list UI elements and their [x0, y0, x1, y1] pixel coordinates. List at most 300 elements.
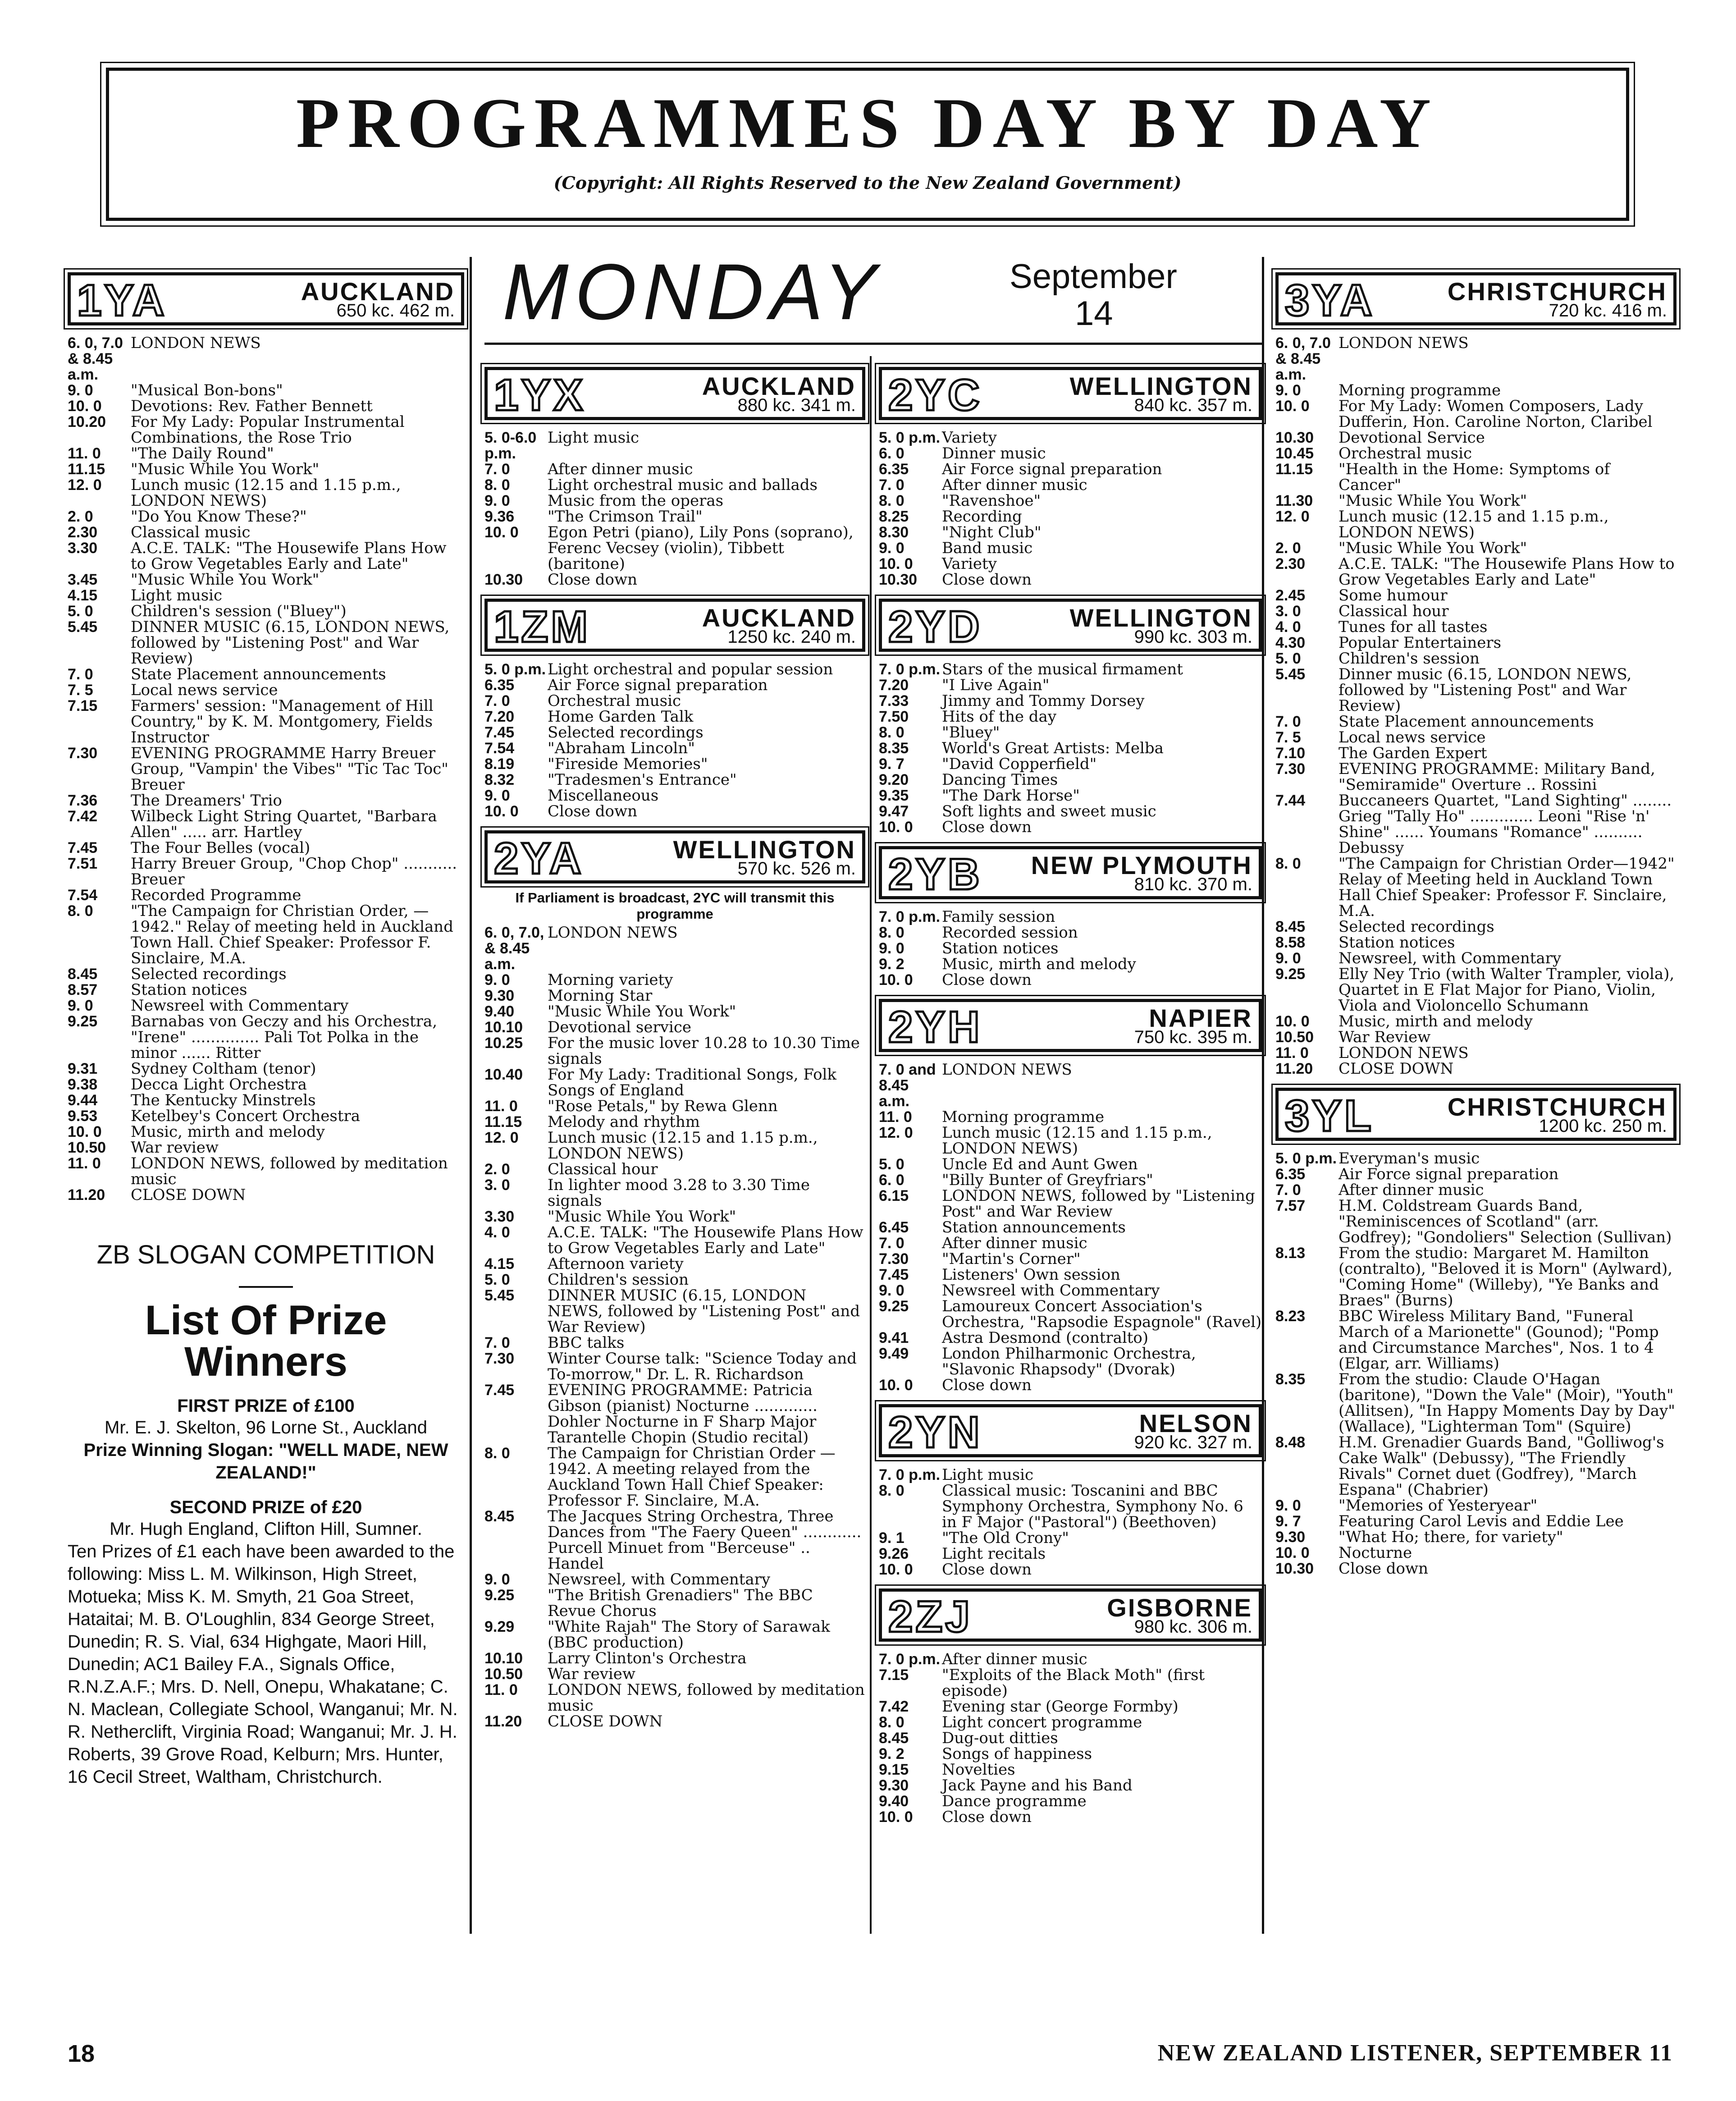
programme-description: EVENING PROGRAMME: Patricia Gibson (pianist) Nocturne ............. Dohler Nocturne in F Sharp Major Tarantelle Chopin (Studio recital) — [548, 1381, 818, 1446]
programme-time: 10.10 — [484, 1650, 523, 1667]
frequency: 750 kc. 395 m. — [1134, 1027, 1252, 1047]
programme-entry — [1275, 667, 1677, 714]
programme-description: Air Force signal preparation — [942, 460, 1162, 478]
programme-list — [879, 1467, 1262, 1578]
programme-time: 8.35 — [879, 740, 909, 757]
programme-entry — [1275, 493, 1677, 509]
programme-description: Tunes for all tastes — [1339, 618, 1488, 636]
programme-entry — [68, 446, 464, 462]
programme-time: 9.31 — [68, 1060, 98, 1077]
programme-entry — [68, 335, 464, 383]
programme-description: "The Campaign for Christian Order, —1942." Relay of meeting held in Auckland Town Hall. Chief Speaker: Professor F. Sinclaire, M.A. — [131, 902, 453, 967]
programme-entry — [879, 709, 1262, 725]
programme-time: 8. 0 — [1275, 855, 1301, 872]
programme-description: "Do You Know These?" — [131, 508, 307, 526]
column-1yA — [68, 261, 464, 1788]
programme-entry — [484, 1666, 865, 1682]
programme-time: 8.57 — [68, 981, 98, 998]
programme-time: 3. 0 — [1275, 603, 1301, 620]
programme-description: "Music While You Work" — [548, 1208, 736, 1226]
programme-entry — [484, 741, 865, 756]
city: CHRISTCHURCH — [1447, 1093, 1667, 1121]
programme-entry — [1275, 1198, 1677, 1245]
programme-time: 10. 0 — [484, 524, 519, 541]
programme-entry — [68, 398, 464, 414]
callsign: 1YA — [77, 275, 167, 325]
programme-entry — [484, 1572, 865, 1588]
programme-entry — [879, 1652, 1262, 1667]
callsign: 2YC — [888, 370, 982, 420]
zb-competition — [68, 1239, 464, 1788]
programme-description: "David Copperfield" — [942, 755, 1097, 773]
programme-description: Farmers' session: "Management of Hill Country," by K. M. Montgomery, Fields Instructor — [131, 697, 434, 746]
programme-entry — [484, 1288, 865, 1335]
city: NEW PLYMOUTH — [1031, 851, 1252, 879]
column-2 — [484, 356, 865, 1730]
programme-entry — [879, 1283, 1262, 1299]
programme-time: 9. 7 — [1275, 1513, 1301, 1530]
programme-time: 8. 0 — [879, 1482, 905, 1499]
frequency: 840 kc. 357 m. — [1134, 395, 1252, 415]
programme-entry — [68, 809, 464, 840]
programme-time: 9. 0 — [68, 382, 93, 399]
programme-entry — [879, 1546, 1262, 1562]
station-header-1zm — [484, 599, 865, 652]
programme-description: Stars of the musical firmament — [942, 660, 1183, 678]
programme-time: 2. 0 — [68, 508, 93, 525]
programme-time: 6.35 — [484, 677, 515, 694]
programme-entry — [879, 1762, 1262, 1778]
programme-entry — [484, 1256, 865, 1272]
programme-time: 7. 0 p.m. — [879, 1466, 941, 1483]
programme-list — [1275, 1151, 1677, 1577]
programme-description: LONDON NEWS — [548, 924, 678, 942]
programme-time: 10.30 — [879, 571, 918, 588]
programme-description: "Rose Petals," by Rewa Glenn — [548, 1097, 778, 1115]
programme-time: 9.40 — [879, 1793, 909, 1810]
programme-description: After dinner music — [942, 476, 1087, 494]
city: AUCKLAND — [702, 372, 856, 400]
programme-time: 2.30 — [1275, 555, 1306, 572]
programme-time: 7.57 — [1275, 1197, 1306, 1214]
programme-description: Egon Petri (piano), Lily Pons (soprano), Ferenc Vecsey (violin), Tibbett (baritone) — [548, 523, 854, 573]
day-month: September — [1010, 257, 1177, 296]
station-header-2yn — [879, 1404, 1262, 1457]
programme-entry — [1275, 588, 1677, 604]
programme-time: 10. 0 — [879, 1808, 913, 1826]
programme-time: 8.58 — [1275, 934, 1306, 951]
callsign: 2YD — [888, 602, 982, 651]
programme-entry — [484, 493, 865, 509]
programme-entry — [68, 840, 464, 856]
programme-description: Astra Desmond (contralto) — [942, 1329, 1149, 1347]
programme-time: 9.26 — [879, 1545, 909, 1562]
programme-time: 8. 0 — [879, 1714, 905, 1731]
frequency: 920 kc. 327 m. — [1134, 1433, 1252, 1452]
programme-description: "Music While You Work" — [1339, 539, 1527, 557]
station-header-2zj — [879, 1588, 1262, 1642]
column-3 — [879, 356, 1262, 1825]
programme-description: Light orchestral music and ballads — [548, 476, 818, 494]
programme-description: "Music While You Work" — [131, 571, 320, 589]
programme-description: LONDON NEWS, followed by meditation music — [131, 1154, 448, 1188]
programme-entry — [1275, 1309, 1677, 1372]
programme-entry — [1275, 730, 1677, 746]
programme-description: Newsreel, with Commentary — [1339, 949, 1562, 967]
programme-time: 6.45 — [879, 1219, 909, 1236]
programme-entry — [1275, 335, 1677, 383]
programme-list — [484, 430, 865, 588]
programme-description: State Placement announcements — [131, 665, 386, 683]
programme-entry — [879, 725, 1262, 741]
programme-description: Local news service — [1339, 728, 1486, 746]
programme-time: 7. 0 and 8.45 a.m. — [879, 1061, 936, 1110]
programme-time: 8.23 — [1275, 1308, 1306, 1325]
programme-entry — [879, 1562, 1262, 1578]
programme-time: 7.33 — [879, 692, 909, 709]
programme-description: Air Force signal preparation — [548, 676, 768, 694]
programme-time: 8.13 — [1275, 1245, 1306, 1262]
programme-time: 6. 0, 7.0, & 8.45 a.m. — [484, 924, 544, 973]
programme-entry — [68, 509, 464, 525]
programme-time: 7.30 — [1275, 760, 1306, 778]
programme-time: 10.50 — [1275, 1029, 1314, 1046]
city: NELSON — [1139, 1409, 1252, 1437]
programme-entry — [879, 741, 1262, 756]
programme-entry — [68, 619, 464, 667]
programme-entry — [879, 1730, 1262, 1746]
frequency: 570 kc. 526 m. — [737, 859, 856, 879]
programme-time: 7. 0 p.m. — [879, 661, 941, 678]
station-header-2ya — [484, 830, 865, 883]
programme-description: In lighter mood 3.28 to 3.30 Time signals — [548, 1176, 810, 1210]
programme-time: 7.45 — [484, 724, 515, 741]
programme-time: 7.44 — [1275, 792, 1306, 809]
programme-time: 7.54 — [68, 887, 98, 904]
programme-time: 9.25 — [1275, 966, 1306, 983]
programme-time: 2.45 — [1275, 587, 1306, 604]
programme-time: 3.45 — [68, 571, 98, 588]
programme-description: Variety — [942, 555, 997, 573]
programme-description: Morning programme — [1339, 381, 1501, 399]
programme-description: LONDON NEWS — [1339, 1044, 1469, 1062]
winners-heading: List Of Prize Winners — [145, 1297, 387, 1385]
programme-time: 3.30 — [68, 540, 98, 557]
programme-entry — [68, 698, 464, 746]
programme-description: EVENING PROGRAMME: Military Band, "Semiramide" Overture .. Rossini — [1339, 760, 1655, 794]
programme-time: 5. 0 p.m. — [879, 429, 941, 446]
programme-entry — [68, 856, 464, 888]
programme-description: CLOSE DOWN — [548, 1712, 663, 1730]
programme-time: 6.35 — [1275, 1166, 1306, 1183]
programme-entry — [879, 819, 1262, 835]
programme-entry — [879, 662, 1262, 677]
programme-entry — [1275, 1561, 1677, 1577]
programme-entry — [1275, 509, 1677, 540]
programme-time: 7. 0 — [68, 666, 93, 683]
programme-entry — [68, 682, 464, 698]
first-prize: FIRST PRIZE of £100 — [177, 1396, 355, 1416]
programme-time: 10.50 — [484, 1666, 523, 1683]
programme-description: Selected recordings — [548, 723, 704, 742]
day-heading — [484, 248, 1262, 345]
programme-time: 2. 0 — [1275, 540, 1301, 557]
programme-entry — [68, 540, 464, 572]
programme-description: Afternoon variety — [548, 1255, 684, 1273]
programme-description: Station notices — [942, 939, 1059, 957]
programme-list — [1275, 335, 1677, 1077]
programme-description: "Ravenshoe" — [942, 492, 1041, 510]
programme-description: Devotional service — [548, 1018, 691, 1036]
programme-description: H.M. Grenadier Guards Band, "Golliwog's Cake Walk" (Debussy), "The Friendly Rivals" Cornet duet (Godfrey), "March Espana" (Chabrier) — [1339, 1433, 1664, 1499]
programme-entry — [68, 477, 464, 509]
programme-time: 9. 2 — [879, 956, 905, 973]
programme-description: Everyman's music — [1339, 1149, 1480, 1167]
programme-entry — [879, 572, 1262, 588]
programme-time: 7.20 — [484, 708, 515, 725]
programme-time: 6. 0, 7.0 & 8.45 a.m. — [68, 334, 123, 383]
programme-description: Light music — [548, 429, 640, 447]
station-header-1yx — [484, 367, 865, 420]
programme-description: "Music While You Work" — [1339, 492, 1527, 510]
programme-entry — [1275, 556, 1677, 588]
programme-description: State Placement announcements — [1339, 713, 1594, 731]
programme-description: "Tradesmen's Entrance" — [548, 771, 737, 789]
programme-description: Elly Ney Trio (with Walter Trampler, viola), Quartet in E Flat Major for Piano, Violin, Viola and Violoncello Schumann — [1339, 965, 1675, 1015]
programme-time: 11. 0 — [68, 445, 101, 462]
programme-entry — [1275, 651, 1677, 667]
station-header-2yc — [879, 367, 1262, 420]
zb-title: ZB SLOGAN COMPETITION — [96, 1240, 435, 1269]
callsign: 2YB — [888, 849, 982, 899]
programme-description: Lunch music (12.15 and 1.15 p.m., LONDON NEWS) — [1339, 508, 1609, 541]
programme-description: Close down — [942, 1376, 1032, 1394]
programme-description: Close down — [942, 1561, 1032, 1579]
programme-time: 9.44 — [68, 1092, 98, 1109]
programme-entry — [484, 1209, 865, 1225]
programme-description: Lunch music (12.15 and 1.15 p.m., LONDON NEWS) — [942, 1124, 1212, 1158]
programme-time: 8.45 — [484, 1508, 515, 1525]
programme-description: Melody and rhythm — [548, 1113, 700, 1131]
programme-time: 10.30 — [1275, 429, 1314, 446]
programme-time: 11.20 — [484, 1713, 522, 1730]
station-header-3ya — [1275, 272, 1677, 325]
programme-entry — [68, 1156, 464, 1187]
programme-time: 10.50 — [68, 1139, 106, 1156]
programme-time: 7. 5 — [68, 682, 93, 699]
programme-time: 9. 0 — [484, 492, 510, 509]
programme-entry — [1275, 1014, 1677, 1030]
programme-description: Decca Light Orchestra — [131, 1076, 307, 1094]
programme-entry — [484, 804, 865, 819]
programme-time: 9. 0 — [484, 787, 510, 804]
programme-time: 7.50 — [879, 708, 909, 725]
programme-description: DINNER MUSIC (6.15, LONDON NEWS, followed by "Listening Post" and War Review) — [548, 1286, 860, 1336]
programme-entry — [68, 462, 464, 477]
programme-time: 8.48 — [1275, 1434, 1306, 1451]
programme-entry — [484, 725, 865, 741]
programme-description: Recorded session — [942, 924, 1078, 942]
programme-time: 9. 2 — [879, 1745, 905, 1762]
programme-time: 10.45 — [1275, 445, 1314, 462]
programme-description: Children's session — [548, 1271, 689, 1289]
day-date: 14 — [1075, 294, 1113, 333]
column-rule — [870, 356, 872, 1934]
frequency: 1250 kc. 240 m. — [727, 627, 856, 647]
city: AUCKLAND — [702, 604, 856, 632]
programme-description: London Philharmonic Orchestra, "Slavonic Rhapsody" (Dvorak) — [942, 1345, 1196, 1378]
programme-entry — [68, 903, 464, 966]
programme-list — [879, 1652, 1262, 1825]
programme-description: Listeners' Own session — [942, 1266, 1120, 1284]
programme-entry — [484, 1335, 865, 1351]
programme-time: 5. 0 — [1275, 650, 1301, 667]
programme-description: "Music While You Work" — [131, 460, 320, 478]
callsign: 2YA — [494, 833, 584, 883]
programme-time: 7. 0 — [484, 461, 510, 478]
programme-time: 11. 0 — [484, 1681, 518, 1698]
programme-time: 3.30 — [484, 1208, 515, 1225]
programme-description: Dance programme — [942, 1792, 1087, 1810]
programme-description: Close down — [548, 802, 637, 820]
programme-entry — [68, 1140, 464, 1156]
programme-description: Evening star (George Formby) — [942, 1698, 1179, 1716]
programme-entry — [1275, 966, 1677, 1014]
column-rule — [1262, 257, 1264, 1934]
station-header-2yd — [879, 599, 1262, 652]
programme-entry — [68, 525, 464, 540]
programme-description: LONDON NEWS — [1339, 334, 1469, 352]
programme-description: Home Garden Talk — [548, 708, 694, 726]
programme-description: Music from the operas — [548, 492, 724, 510]
programme-entry — [879, 1188, 1262, 1220]
programme-time: 12. 0 — [879, 1124, 913, 1141]
programme-description: Morning programme — [942, 1108, 1105, 1126]
programme-entry — [1275, 714, 1677, 730]
programme-description: Classical music — [131, 523, 251, 541]
programme-time: 4.15 — [68, 587, 98, 604]
programme-time: 7.36 — [68, 792, 98, 809]
programme-description: Novelties — [942, 1761, 1015, 1779]
programme-entry — [879, 677, 1262, 693]
programme-entry — [1275, 446, 1677, 462]
programme-entry — [879, 556, 1262, 572]
programme-time: 11. 0 — [68, 1155, 101, 1172]
programme-description: For My Lady: Women Composers, Lady Dufferin, Hon. Caroline Norton, Claribel — [1339, 397, 1653, 431]
programme-description: "Billy Bunter of Greyfriars" — [942, 1171, 1153, 1189]
programme-description: Classical hour — [1339, 602, 1449, 620]
programme-entry — [68, 966, 464, 982]
programme-time: 4. 0 — [1275, 618, 1301, 636]
programme-description: LONDON NEWS, followed by "Listening Post" and War Review — [942, 1187, 1255, 1221]
programme-entry — [879, 1251, 1262, 1267]
programme-time: 9.35 — [879, 787, 909, 804]
programme-entry — [68, 998, 464, 1014]
callsign: 2YN — [888, 1407, 982, 1457]
programme-description: "Musical Bon-bons" — [131, 381, 283, 399]
programme-description: Children's session ("Bluey") — [131, 602, 347, 620]
programme-description: Close down — [942, 971, 1032, 989]
programme-entry — [879, 972, 1262, 988]
programme-description: CLOSE DOWN — [1339, 1060, 1454, 1078]
programme-description: Station notices — [131, 981, 247, 999]
programme-description: Devotions: Rev. Father Bennett — [131, 397, 373, 415]
programme-time: 5. 0 p.m. — [484, 661, 546, 678]
programme-description: For My Lady: Traditional Songs, Folk Songs of England — [548, 1066, 837, 1099]
programme-time: 10. 0 — [879, 555, 913, 572]
frequency: 720 kc. 416 m. — [1549, 301, 1667, 320]
programme-description: Lunch music (12.15 and 1.15 p.m., LONDON NEWS) — [548, 1129, 818, 1163]
programme-time: 9.30 — [879, 1777, 909, 1794]
programme-entry — [68, 746, 464, 793]
programme-entry — [484, 1446, 865, 1509]
programme-entry — [879, 1483, 1262, 1530]
callsign: 2YH — [888, 1002, 982, 1052]
programme-entry — [1275, 462, 1677, 493]
programme-entry — [879, 756, 1262, 772]
programme-description: Larry Clinton's Orchestra — [548, 1649, 747, 1667]
programme-time: 8. 0 — [68, 902, 93, 920]
copyright-notice: (Copyright: All Rights Reserved to the New Zealand Government) — [553, 173, 1182, 193]
parliament-note: If Parliament is broadcast, 2YC will transmit this programme — [515, 890, 835, 922]
programme-description: "Bluey" — [942, 723, 1000, 742]
programme-list — [879, 662, 1262, 835]
programme-description: Some humour — [1339, 586, 1448, 604]
programme-time: 8.19 — [484, 755, 515, 773]
programme-description: Morning variety — [548, 971, 673, 989]
programme-description: LONDON NEWS, followed by meditation music — [548, 1681, 865, 1715]
programme-description: "The Daily Round" — [131, 444, 274, 462]
programme-entry — [1275, 935, 1677, 951]
programme-entry — [484, 1020, 865, 1035]
programme-time: 7.20 — [879, 677, 909, 694]
programme-entry — [879, 909, 1262, 925]
programme-time: 5. 0 — [484, 1271, 510, 1288]
programme-time: 2. 0 — [484, 1161, 510, 1178]
programme-description: Close down — [942, 571, 1032, 589]
programme-entry — [484, 525, 865, 572]
city: WELLINGTON — [1069, 372, 1252, 400]
programme-time: 5. 0-6.0 p.m. — [484, 429, 537, 462]
programme-time: 10. 0 — [879, 1377, 913, 1394]
programme-time: 10. 0 — [1275, 1013, 1310, 1030]
programme-description: After dinner music — [942, 1650, 1087, 1668]
programme-entry — [879, 1530, 1262, 1546]
programme-time: 3. 0 — [484, 1176, 510, 1194]
programme-time: 12. 0 — [68, 476, 102, 494]
programme-list — [879, 1062, 1262, 1393]
programme-description: Light music — [942, 1466, 1034, 1484]
programme-entry — [879, 430, 1262, 446]
column-4 — [1275, 261, 1677, 1577]
programme-description: Selected recordings — [131, 965, 287, 983]
programme-time: 7.45 — [484, 1382, 515, 1399]
programme-entry — [879, 1267, 1262, 1283]
day-name: MONDAY — [503, 248, 883, 336]
slogan: Prize Winning Slogan: "WELL MADE, NEW ZEALAND!" — [83, 1440, 448, 1483]
programme-entry — [1275, 1030, 1677, 1045]
programme-description: LONDON NEWS — [131, 334, 261, 352]
programme-description: CLOSE DOWN — [131, 1186, 246, 1204]
programme-description: A.C.E. TALK: "The Housewife Plans How to Grow Vegetables Early and Late" — [1339, 555, 1675, 589]
programme-description: Wilbeck Light String Quartet, "Barbara Allen" ..... arr. Hartley — [131, 807, 437, 841]
programme-time: 12. 0 — [484, 1129, 519, 1146]
programme-list — [68, 335, 464, 1203]
programme-entry — [484, 1588, 865, 1619]
programme-description: Popular Entertainers — [1339, 634, 1502, 652]
programme-description: Barnabas von Geczy and his Orchestra, "Irene" .............. Pali Tot Polka in the minor ...... Ritter — [131, 1012, 437, 1062]
programme-entry — [879, 1746, 1262, 1762]
